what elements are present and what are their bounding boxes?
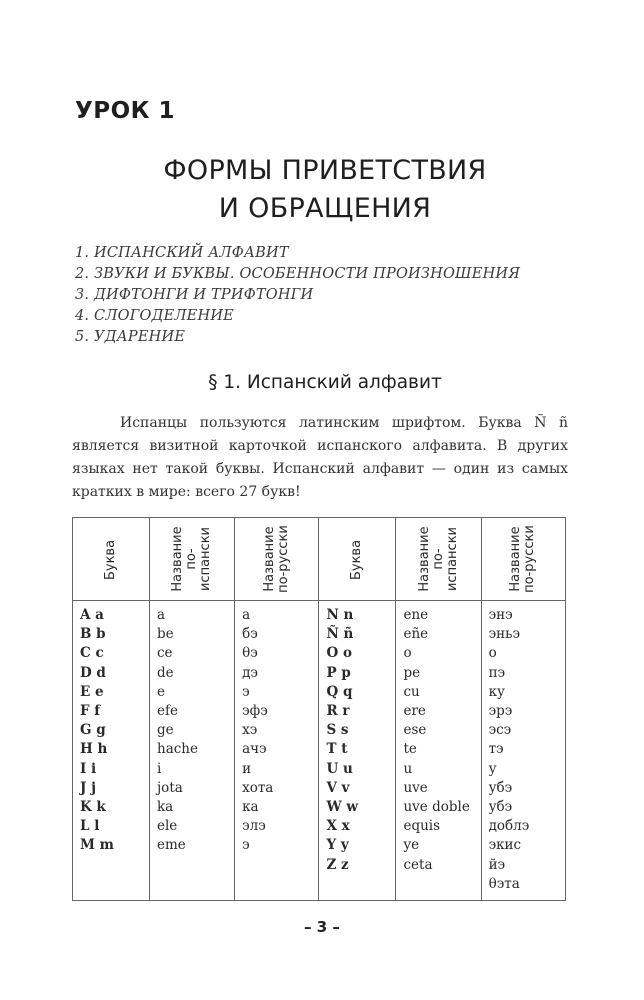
table-cell: cu	[403, 683, 420, 700]
table-cell: uve	[403, 779, 428, 796]
table-cell: энэ	[488, 607, 513, 623]
table-cell: дэ	[242, 664, 258, 681]
table-cell: X x	[326, 818, 350, 835]
table-cell: V v	[326, 779, 350, 796]
table-cell: W w	[326, 799, 358, 816]
table-cell: O o	[326, 645, 352, 662]
toc-item: 4. СЛОГОДЕЛЕНИЕ	[75, 308, 234, 324]
table-cell: a	[157, 607, 166, 623]
table-cell: ceta	[403, 856, 433, 873]
table-cell: u	[403, 760, 413, 777]
table-cell: о	[488, 645, 497, 662]
russian-names-left-column	[235, 601, 319, 901]
table-cell: убэ	[488, 779, 513, 796]
table-cell: доблэ	[488, 818, 530, 835]
header-letter-left: Буква	[73, 518, 150, 601]
header-russian-right: Название по-русски	[481, 518, 565, 601]
table-cell: efe	[157, 703, 178, 720]
table-cell: θэта	[488, 875, 520, 892]
table-cell: B b	[80, 626, 106, 643]
table-cell: эрэ	[488, 703, 513, 720]
table-cell: ce	[157, 645, 173, 662]
intro-paragraph: Испанцы пользуются латинским шрифтом. Буква Ñ ñ является визитной карточкой испанского алфавита. В других языках нет такой буквы. Испанский алфавит — один из самых кратких в мире: всего 27 букв!	[72, 415, 568, 500]
table-cell: J j	[80, 779, 96, 796]
table-cell: у	[488, 760, 497, 777]
table-cell: и	[242, 760, 252, 777]
table-cell: G g	[80, 722, 106, 739]
table-cell: K k	[80, 799, 106, 816]
chapter-title-line-2: И ОБРАЩЕНИЯ	[218, 193, 432, 224]
chapter-title	[60, 152, 590, 228]
table-cell: T t	[326, 741, 348, 758]
table-cell: P p	[326, 664, 351, 681]
table-cell: D d	[80, 664, 106, 681]
table-cell: Y y	[326, 837, 349, 854]
section-heading: § 1. Испанский алфавит	[208, 372, 442, 393]
table-cell: пэ	[488, 664, 506, 681]
table-cell: ачэ	[242, 741, 267, 758]
alphabet-table	[72, 517, 566, 901]
table-cell: ene	[403, 607, 429, 623]
table-header-row	[73, 518, 566, 601]
table-cell: ye	[403, 837, 420, 854]
table-cell: be	[157, 626, 174, 643]
table-cell: o	[403, 645, 412, 662]
table-cell: θэ	[242, 645, 258, 662]
table-cell: ka	[157, 799, 174, 816]
table-cell: йэ	[488, 856, 506, 873]
table-cell: hache	[157, 741, 198, 758]
table-cell: эфэ	[242, 703, 268, 720]
table-cell: эньэ	[488, 626, 521, 643]
table-cell: M m	[80, 837, 114, 854]
table-cell: Ñ ñ	[326, 626, 354, 643]
table-cell: jota	[157, 779, 183, 796]
toc-item: 2. ЗВУКИ И БУКВЫ. ОСОБЕННОСТИ ПРОИЗНОШЕНИЯ	[75, 266, 521, 282]
chapter-title-line-1: ФОРМЫ ПРИВЕТСТВИЯ	[163, 155, 487, 186]
header-spanish-right: Название по-испански	[396, 518, 481, 601]
toc-item: 3. ДИФТОНГИ И ТРИФТОНГИ	[75, 287, 314, 303]
letters-left-column	[73, 601, 150, 901]
table-cell: I i	[80, 760, 97, 777]
table-cell: A a	[80, 607, 104, 623]
table-cell: Z z	[326, 856, 349, 873]
table-of-contents	[75, 243, 520, 348]
table-cell: тэ	[488, 741, 504, 758]
table-cell: C c	[80, 645, 104, 662]
toc-item: 1. ИСПАНСКИЙ АЛФАВИТ	[75, 245, 289, 261]
table-cell: e	[157, 683, 165, 700]
table-cell: S s	[326, 722, 349, 739]
table-cell: ge	[157, 722, 174, 739]
table-cell: uve doble	[403, 799, 470, 816]
table-cell: а	[242, 607, 251, 623]
letters-right-column	[319, 601, 396, 901]
table-cell: э	[242, 683, 250, 700]
table-cell: U u	[326, 760, 353, 777]
header-spanish-left: Название по-испански	[150, 518, 235, 601]
table-cell: R r	[326, 703, 350, 720]
lesson-label: УРОК 1	[75, 98, 175, 124]
table-cell: Q q	[326, 683, 353, 700]
table-cell: элэ	[242, 818, 266, 835]
table-cell: хэ	[242, 722, 258, 739]
table-cell: ese	[403, 722, 427, 739]
table-cell: H h	[80, 741, 108, 758]
table-cell: хота	[242, 779, 274, 796]
table-cell: ere	[403, 703, 426, 720]
table-cell: equis	[403, 818, 441, 835]
table-cell: N n	[326, 607, 354, 623]
table-cell: эсэ	[488, 722, 512, 739]
table-cell: бэ	[242, 626, 258, 643]
table-cell: F f	[80, 703, 101, 720]
table-cell: L l	[80, 818, 100, 835]
table-cell: i	[157, 760, 162, 777]
table-cell: э	[242, 837, 250, 854]
russian-names-right-column	[481, 601, 565, 901]
table-cell: ку	[488, 683, 505, 700]
table-cell: ele	[157, 818, 178, 835]
table-cell: экис	[488, 837, 522, 854]
header-russian-left: Название по-русски	[235, 518, 319, 601]
spanish-names-left-column	[150, 601, 235, 901]
table-cell: eñe	[403, 626, 429, 643]
table-cell: pe	[403, 664, 421, 681]
table-row	[73, 601, 566, 901]
table-cell: de	[157, 664, 174, 681]
spanish-names-right-column	[396, 601, 481, 901]
table-cell: eme	[157, 837, 186, 854]
toc-item: 5. УДАРЕНИЕ	[75, 329, 186, 345]
table-cell: E e	[80, 683, 104, 700]
table-cell: убэ	[488, 799, 513, 816]
table-cell: te	[403, 741, 417, 758]
page-number: – 3 –	[304, 918, 340, 936]
header-letter-right: Буква	[319, 518, 396, 601]
table-cell: ка	[242, 799, 259, 816]
